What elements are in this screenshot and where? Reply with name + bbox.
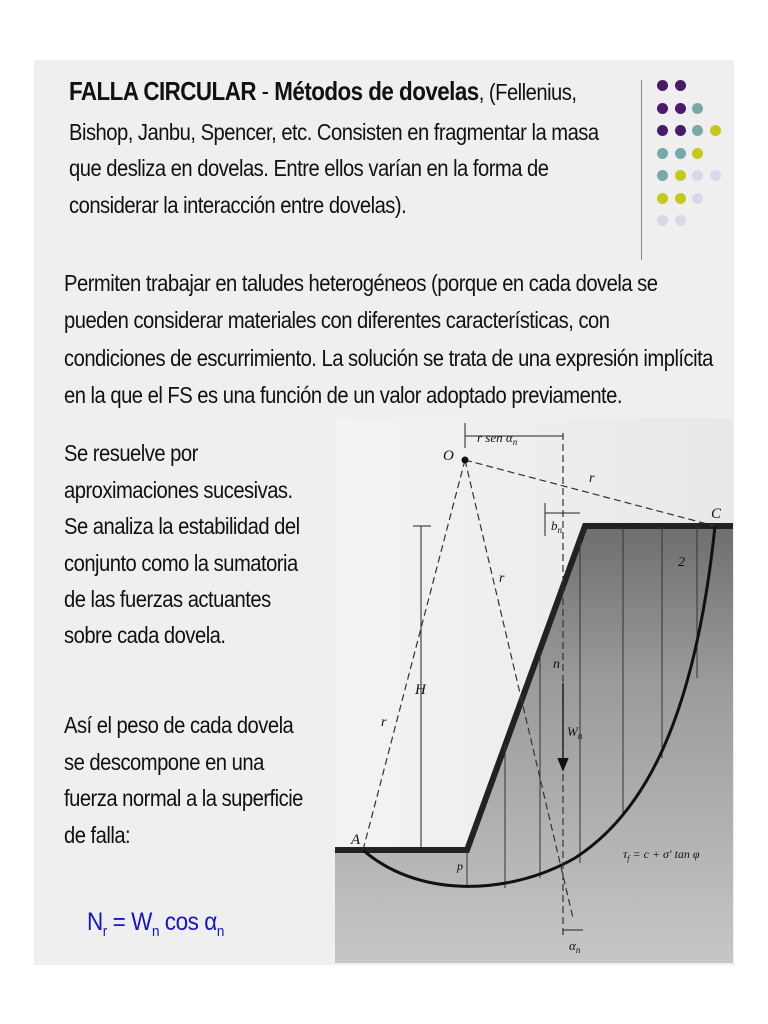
label-r-sen-text: r sen α [477, 430, 513, 445]
paragraph3-line-2: aproximaciones sucesivas. [64, 477, 293, 503]
formula-sub-n2: n [216, 923, 224, 940]
decorative-dot [692, 148, 703, 159]
decorative-dot [675, 80, 686, 91]
label-W-sub: n [577, 731, 583, 741]
heading-bold-subtitle: Métodos de dovelas [274, 76, 479, 106]
paragraph3-line-4: conjunto como la sumatoria [64, 550, 298, 576]
decorative-dot [675, 170, 686, 181]
label-C: C [711, 506, 722, 522]
circle-center-point [462, 457, 469, 464]
formula-cos: cos α [159, 908, 217, 936]
label-r-middle: r [499, 571, 505, 586]
normal-force-formula [87, 908, 224, 940]
label-tau-sub: f [627, 854, 630, 863]
heading-line-1 [69, 76, 576, 107]
paragraph2-line-4: en la que el FS es una función de un valor adoptado previamente. [64, 382, 622, 408]
label-tau: τ [623, 847, 628, 861]
decorative-dot [657, 170, 668, 181]
paragraph4-line-3: fuerza normal a la superficie [64, 785, 303, 811]
decorative-dot-grid [652, 77, 732, 252]
heading-line-4: considerar la interacción entre dovelas). [69, 192, 407, 218]
label-b-text: b [551, 518, 558, 533]
paragraph4-line-4: de falla: [64, 822, 131, 848]
decorative-dot [710, 170, 721, 181]
decorative-dot [692, 170, 703, 181]
formula-N: N [87, 908, 103, 936]
divider-line [641, 80, 642, 260]
formula-sub-r: r [102, 923, 107, 940]
decorative-dot [675, 193, 686, 204]
label-shear-strength [623, 847, 700, 863]
formula-eq: = W [106, 908, 152, 936]
decorative-dot [657, 193, 668, 204]
paragraph2-line-1: Permiten trabajar en taludes heterogéneos (porque en cada dovela se [64, 270, 658, 296]
heading-dash: - [255, 76, 275, 106]
label-r-sen-sub: n [512, 437, 518, 447]
decorative-dot [692, 193, 703, 204]
decorative-dot [657, 80, 668, 91]
label-n: n [553, 657, 560, 672]
paragraph2-line-3: condiciones de escurrimiento. La solución se trata de una expresión implícita [64, 345, 713, 371]
paragraph2-line-2: pueden considerar materiales con diferentes características, con [64, 307, 610, 333]
decorative-dot [657, 148, 668, 159]
label-alpha-sub: n [575, 945, 581, 955]
label-r-left: r [381, 715, 387, 730]
heading-rest: , (Fellenius, [478, 79, 577, 105]
decorative-dot [657, 125, 668, 136]
label-tau-eq: = c + σ′ tan φ [629, 847, 700, 861]
decorative-dot [657, 215, 668, 226]
paragraph4-line-1: Así el peso de cada dovela [64, 712, 294, 738]
decorative-dot [675, 215, 686, 226]
label-H: H [415, 682, 426, 698]
label-r-sen [477, 430, 518, 447]
label-b-sub: n [557, 525, 562, 535]
formula-sub-n1: n [151, 923, 159, 940]
label-W-text: W [567, 724, 578, 739]
label-r-top: r [589, 471, 595, 486]
heading-bold-title: FALLA CIRCULAR [69, 76, 256, 106]
label-A: A [351, 832, 361, 848]
paragraph3-line-1: Se resuelve por [64, 440, 198, 466]
label-alpha-text: α [569, 938, 576, 953]
decorative-dot [675, 125, 686, 136]
label-p: p [457, 859, 463, 873]
heading-line-3: que desliza en dovelas. Entre ellos varían en la forma de [69, 155, 549, 181]
decorative-dot [710, 125, 721, 136]
decorative-dot [692, 103, 703, 114]
paragraph3-line-6: sobre cada dovela. [64, 622, 226, 648]
decorative-dot [657, 103, 668, 114]
slope-slices-diagram [335, 418, 733, 963]
label-slice-2: 2 [678, 555, 685, 570]
decorative-dot [675, 103, 686, 114]
paragraph3-line-5: de las fuerzas actuantes [64, 586, 271, 612]
paragraph4-line-2: se descompone en una [64, 749, 264, 775]
decorative-dot [675, 148, 686, 159]
label-O: O [443, 448, 454, 464]
paragraph3-line-3: Se analiza la estabilidad del [64, 513, 300, 539]
decorative-dot [692, 125, 703, 136]
heading-line-2: Bishop, Janbu, Spencer, etc. Consisten en fragmentar la masa [69, 119, 599, 145]
